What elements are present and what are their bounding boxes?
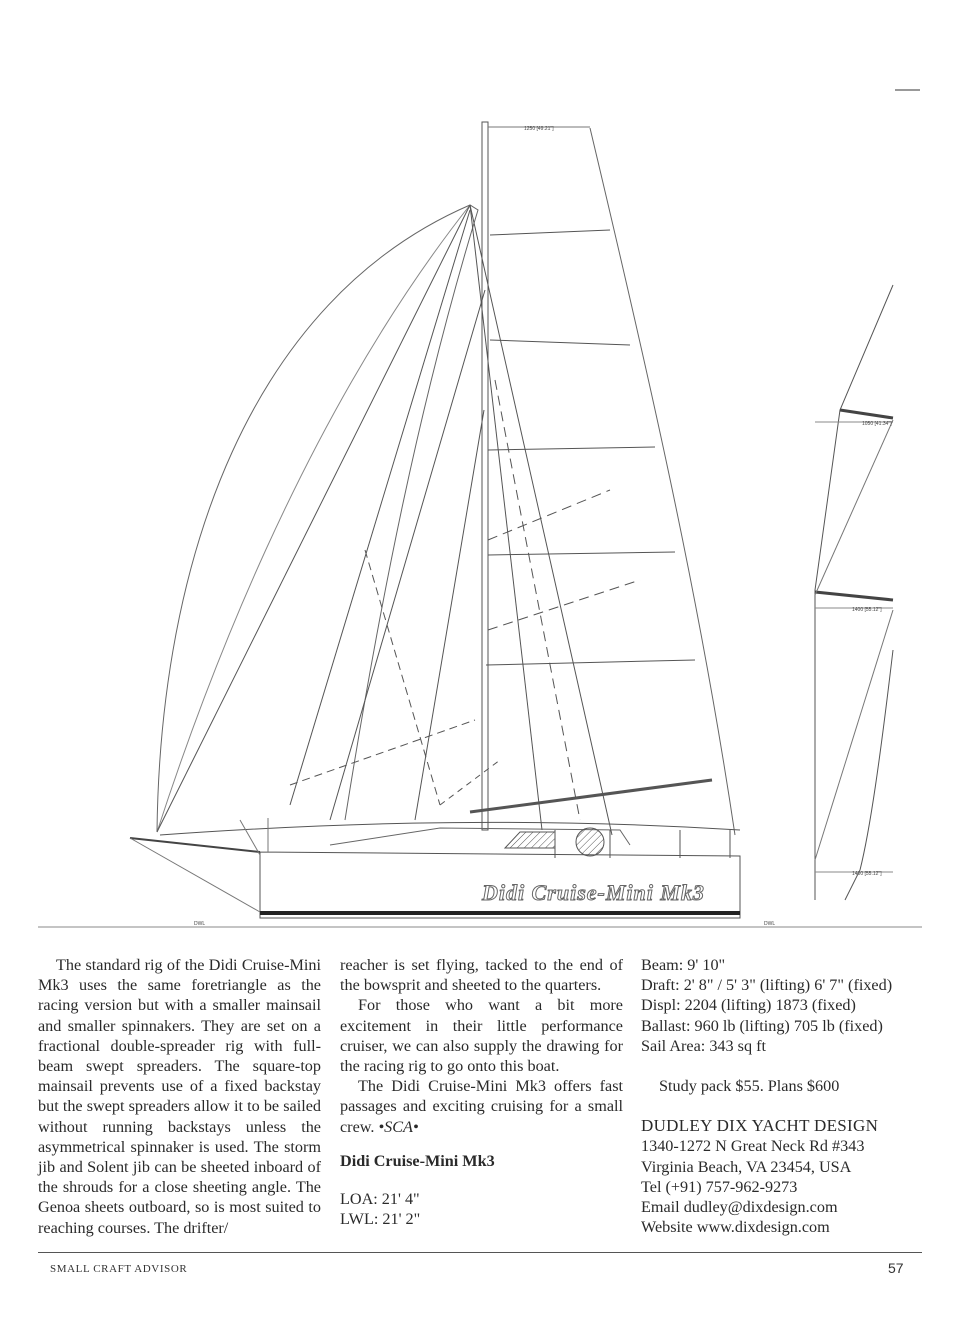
runner-dashed [495,380,580,820]
jib-leech [290,210,470,805]
sheet-dashed [440,760,500,805]
spreader-dashed-1 [488,490,610,540]
batten-4 [488,552,675,555]
article-paragraph: The standard rig of the Didi Cruise-Mini Mk3 uses the same foretriangle as the racing version but with a smaller mainsail and smaller spinnakers. They are set on a fractional double-spreader rig with full-beam swept spreaders. The square-top mainsail prevents use of a fixed backstay but the swept spreaders allow it to be sailed without running backstays unless the asymmetrical spinnaker is used. The storm jib and Solent jib can be sheeted inboard of the shrouds for a close sheeting angle. The Genoa sheets outboard, so is most suited to reaching courses. The drifter/ [38,956,321,1237]
spec-lwl: LWL: 21' 2" [340,1210,421,1229]
right-diagonal-2 [815,610,893,860]
hull-outline [130,838,740,918]
designer-firm: DUDLEY DIX YACHT DESIGN [641,1116,879,1136]
article-column-3 [641,955,931,1237]
batten-1 [490,230,610,235]
website: Website www.dixdesign.com [641,1218,830,1237]
spec-beam: Beam: 9' 10" [641,956,726,974]
batten-5 [486,660,695,665]
spec-loa: LOA: 21' 4" [340,1190,420,1209]
cockpit-hatch [505,832,555,848]
mast [482,122,488,830]
bowsprit [130,838,260,852]
backstay-right [470,205,612,835]
email: Email dudley@dixdesign.com [641,1198,838,1217]
dwl-right-label: DWL [764,921,776,927]
spec-sail-area: Sail Area: 343 sq ft [641,1036,766,1055]
address-line-1: 1340-1272 N Great Neck Rd #343 [641,1137,865,1156]
dim-upper-spreader-label: 1050 [41.34"] [862,421,892,427]
magazine-name: SMALL CRAFT ADVISOR [50,1263,188,1275]
article-paragraph: reacher is set flying, tacked to the end of the bowsprit and sheeted to the quarters. [340,956,623,995]
dim-chainplate-label: 1400 [55.12"] [852,871,882,877]
backstay-left [470,205,542,830]
hull-name-label: Didi Cruise-Mini Mk3 [482,880,705,905]
footer-rule [38,1252,922,1253]
genoa-foot-dashed [290,720,475,785]
specs-heading: Didi Cruise-Mini Mk3 [340,1151,495,1170]
genoa-dashed [365,550,440,805]
spec-displacement: Displ: 2204 (lifting) 1873 (fixed) [641,996,856,1015]
mainsail-leech [590,128,735,835]
spinnaker-sail [157,205,478,832]
sca-signature: •SCA• [378,1117,419,1136]
dwl-left-label: DWL [194,921,206,927]
right-upper-spreader [840,410,893,418]
article-closing-text: The Didi Cruise-Mini Mk3 offers fast passages and exciting cruising for a small crew. [340,1077,623,1136]
spec-draft: Draft: 2' 8" / 5' 3" (lifting) 6' 7" (fixed) [641,976,893,995]
batten-2 [490,340,630,345]
boot-stripe [260,911,740,915]
study-pack-price: Study pack $55. Plans $600 [659,1077,840,1096]
page-number: 57 [888,1260,904,1276]
article-paragraph [340,1076,623,1137]
forestay [157,205,470,832]
dim-masthead-label: 1250 [49.21"] [524,126,554,132]
batten-3 [488,447,655,450]
article-paragraph: For those who want a bit more excitement in their little performance cruiser, we can also supply the drawing for the racing rig to go onto this boat. [340,996,623,1076]
right-lower-spreader [815,592,893,600]
dim-lower-spreader-label: 1400 [55.12"] [852,607,882,613]
article-column-2 [340,955,623,1229]
article-column-1 [38,955,321,1238]
winch-circle [576,828,604,856]
boom [470,780,712,812]
address-line-2: Virginia Beach, VA 23454, USA [641,1157,852,1176]
shroud [415,410,484,820]
spec-ballast: Ballast: 960 lb (lifting) 705 lb (fixed) [641,1016,883,1035]
telephone: Tel (+91) 757-962-9273 [641,1177,798,1196]
jib-2-leech [330,290,485,820]
